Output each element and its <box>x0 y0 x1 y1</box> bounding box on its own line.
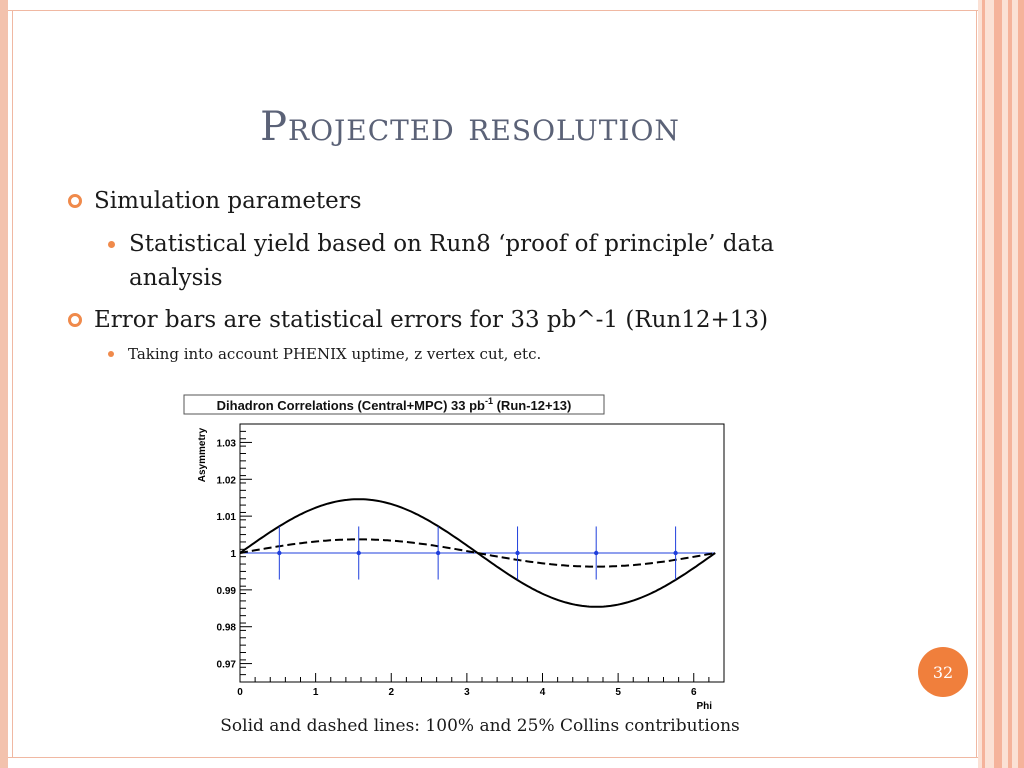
bullet-error-bars <box>68 307 768 333</box>
data-point <box>436 551 440 555</box>
data-point <box>357 551 361 555</box>
bullet-ring-icon <box>68 313 82 327</box>
bullet-dot-icon <box>108 241 115 248</box>
data-point <box>515 551 519 555</box>
bullet-text: Error bars are statistical errors for 33 pb^-1 (Run12+13) <box>94 307 769 333</box>
y-axis-label: Asymmetry <box>197 427 208 483</box>
bullet-ring-icon <box>68 194 82 208</box>
asymmetry-chart <box>180 390 740 715</box>
figure-caption: Solid and dashed lines: 100% and 25% Collins contributions <box>220 716 740 736</box>
chart-svg <box>180 390 740 715</box>
sub-bullet-statistical-yield <box>108 227 868 295</box>
chart-title: Dihadron Correlations (Central+MPC) 33 $pb^{-1}$ (Run-12+13) <box>216 396 572 413</box>
x-axis-label: Phi <box>696 701 712 712</box>
x-tick-label: 1 <box>312 687 319 698</box>
data-point <box>673 551 677 555</box>
bullet-dot-icon <box>108 351 114 357</box>
bullet-text: Statistical yield based on Run8 ‘proof of principle’ data analysis <box>129 231 775 291</box>
data-point <box>594 551 598 555</box>
bullet-text: Taking into account PHENIX uptime, z vertex cut, etc. <box>128 345 542 363</box>
y-tick-label: 0.98 <box>216 622 236 634</box>
y-tick-label: 1.02 <box>216 475 236 487</box>
sub-bullet-phenix-uptime <box>108 345 541 363</box>
y-tick-label: 1 <box>230 549 236 560</box>
y-tick-label: 0.97 <box>216 659 236 671</box>
x-tick-label: 0 <box>237 687 243 698</box>
frame-bottom-border <box>8 757 978 768</box>
frame-inner-right-line <box>976 10 977 758</box>
x-tick-label: 2 <box>388 687 395 698</box>
bullet-simulation-parameters <box>68 188 362 214</box>
page-number-badge: 32 <box>918 647 968 697</box>
y-tick-label: 0.99 <box>216 585 236 597</box>
frame-top-border <box>8 0 978 11</box>
bullet-text: Simulation parameters <box>94 188 362 214</box>
y-tick-label: 1.03 <box>216 438 236 450</box>
decorative-stripes <box>978 0 1024 768</box>
slide-title: Projected resolution <box>260 104 680 150</box>
x-tick-label: 5 <box>615 687 621 698</box>
y-tick-label: 1.01 <box>216 512 236 524</box>
data-point <box>277 551 281 555</box>
x-tick-label: 4 <box>539 687 546 698</box>
x-tick-label: 6 <box>690 687 697 698</box>
x-tick-label: 3 <box>464 687 470 698</box>
